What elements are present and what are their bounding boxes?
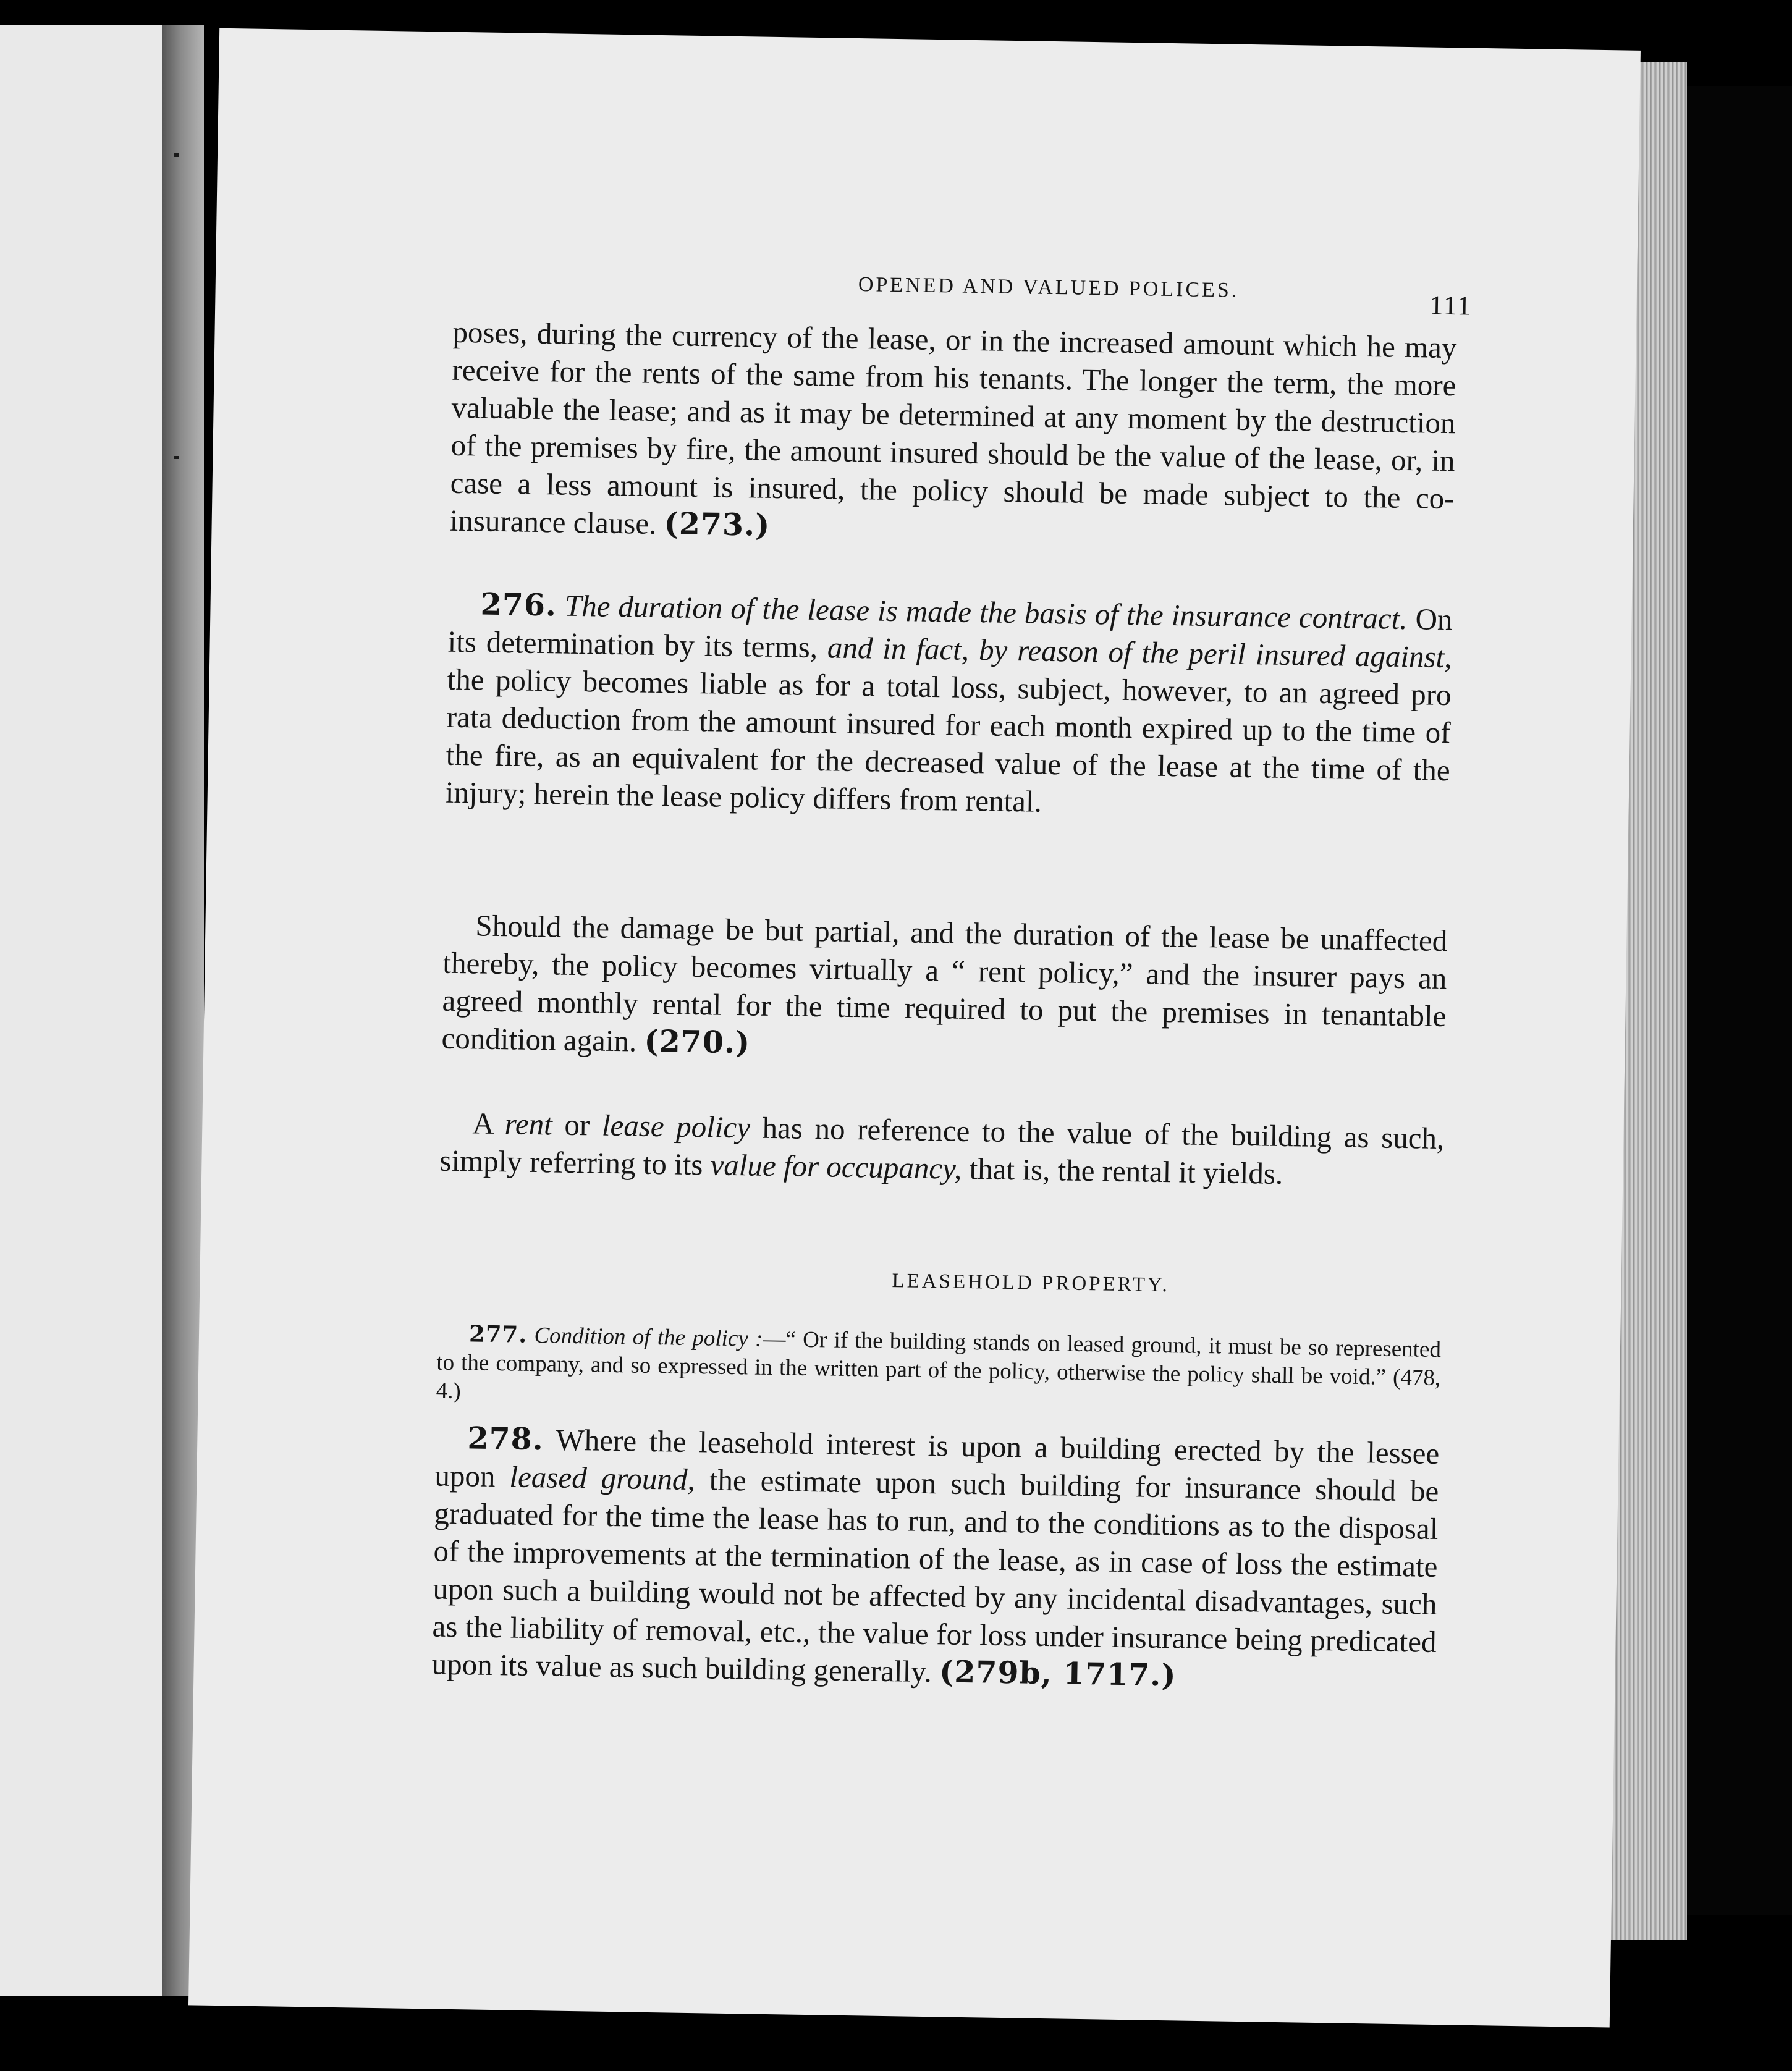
quoted-condition: —“ Or if the building stands on leased ground, it must be so represented to the company, and so expressed in the written part of the policy, otherwise the policy shall be void.” (478, 4.) — [436, 1326, 1442, 1404]
paragraph-text: that is, the rental it yields. — [969, 1152, 1283, 1191]
paragraph-text: or — [564, 1107, 590, 1142]
running-title: OPENED AND VALUED POLICES. — [858, 273, 1240, 302]
italic-phrase: lease policy — [601, 1108, 751, 1145]
italic-phrase: and in fact, by reason of the peril insured against, — [827, 630, 1452, 675]
cross-reference: (270.) — [644, 1023, 751, 1061]
paragraph-276 — [445, 585, 1453, 827]
italic-lead: The duration of the lease is made the basis of the insurance contract. — [564, 588, 1408, 636]
paragraph-text: poses, during the currency of the lease, or in the increased amount which he may receive for the rents of the same from his tenants. The longer the term, the more valuable the lease; and as it may be determined at any moment by the destruction of the premises by fire, the amount insured should be the value of the lease, or, in case a less amount is insured, the policy should be made subject to the co-insurance clause. — [449, 314, 1457, 541]
paragraph-text: the estimate upon such building for insurance should be graduated for the time the lease has to run, and to the conditions as to the disposal of the improvements at the termination of the lease, as in case of loss the estimate upon such a building would not be affected by any incidental disadvantages, such as the liability of removal, etc., the value for loss under insurance being predicated upon its value as such building generally. — [431, 1462, 1439, 1689]
paragraph-277 — [436, 1319, 1441, 1422]
facing-page-edge — [0, 25, 162, 1996]
paragraph-text: has no reference to the value of the building as such, simply referring to its — [439, 1110, 1445, 1182]
paragraph-continuation — [449, 313, 1457, 555]
cross-reference: (273.) — [664, 505, 771, 543]
paragraph-278 — [431, 1419, 1440, 1698]
paragraph-partial-damage — [441, 906, 1448, 1073]
margin-mark — [174, 456, 179, 459]
paragraph-rent-policy — [439, 1104, 1445, 1196]
paragraph-text: On its determination by its terms, — [447, 602, 1453, 665]
paragraph-text: Should the damage be but partial, and the duration of the lease be unaffected thereby, the policy becomes virtually a “ rent policy,” and the insurer pays an agreed monthly rental for the time required to put the premises in tenantable condition again. — [441, 908, 1448, 1058]
margin-mark — [174, 153, 179, 157]
paragraph-text: A — [472, 1106, 493, 1141]
paragraph-text: Where the leasehold interest is upon a building erected by the lessee upon — [434, 1422, 1440, 1494]
section-number: 276. — [480, 586, 557, 623]
italic-phrase: rent — [504, 1107, 553, 1142]
italic-phrase: leased ground, — [509, 1459, 696, 1497]
page — [188, 28, 1641, 2028]
cross-reference: (279b, 1717.) — [939, 1653, 1177, 1693]
paragraph-text: the policy becomes liable as for a total loss, subject, however, to an agreed pro rata deduction from the amount insured for each month expired up to the time of the fire, as an equivalent for the decreased value of the lease at the time of the injury; herein the lease policy differs from rental. — [445, 662, 1452, 819]
scan-background — [1687, 86, 1792, 1915]
italic-lead: Condition of the policy : — [534, 1323, 763, 1352]
italic-phrase: value for occupancy, — [710, 1147, 962, 1186]
section-number: 278. — [467, 1420, 544, 1457]
page-number: 111 — [1429, 290, 1473, 321]
section-number: 277. — [468, 1320, 528, 1348]
section-heading: LEASEHOLD PROPERTY. — [892, 1270, 1170, 1297]
